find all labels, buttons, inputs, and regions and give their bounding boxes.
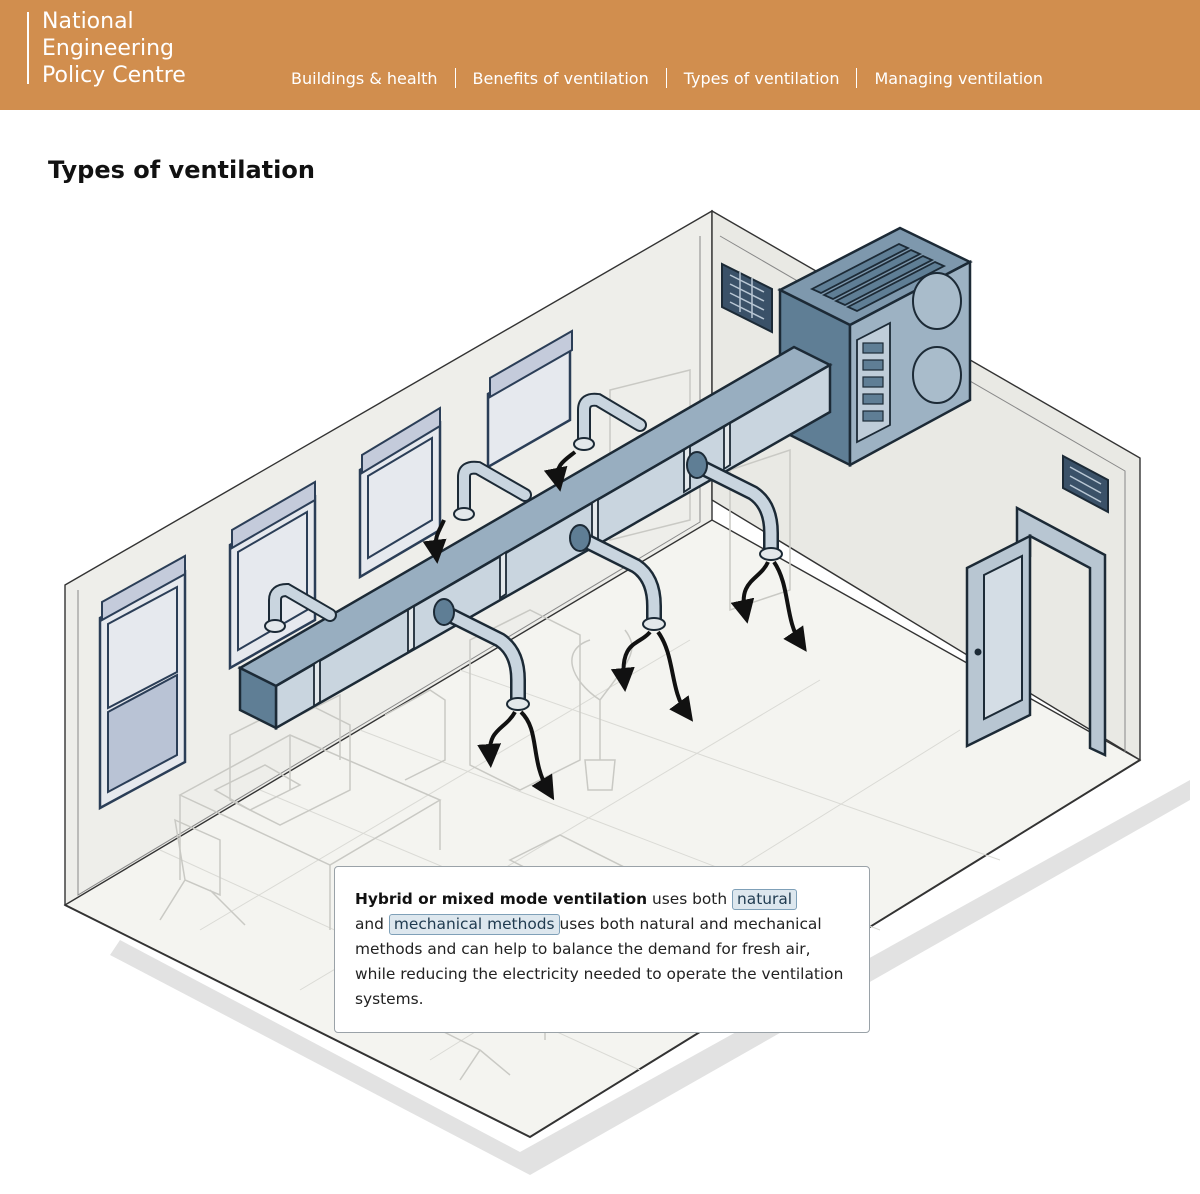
main-nav [291, 66, 1043, 90]
info-text-3: uses both natural and mechanical methods and can help to balance the demand for fresh air, while reducing the electricity needed to operate the ventilation systems. [355, 915, 844, 1008]
site-logo[interactable] [42, 8, 186, 89]
logo-line-1: National [42, 9, 134, 34]
info-text-2: and [355, 915, 384, 933]
nav-divider [666, 68, 667, 88]
natural-chip[interactable]: natural [732, 889, 797, 910]
logo-line-2: Engineering [42, 36, 174, 61]
info-lead: Hybrid or mixed mode ventilation [355, 890, 648, 908]
logo-divider [27, 12, 29, 84]
site-header [0, 0, 1200, 110]
nav-benefits-ventilation[interactable]: Benefits of ventilation [472, 68, 649, 88]
info-panel [334, 866, 870, 1033]
info-text-1: uses both [651, 890, 728, 908]
mechanical-methods-chip[interactable]: mechanical methods [389, 914, 560, 935]
page-title: Types of ventilation [48, 156, 315, 184]
nav-buildings-health[interactable]: Buildings & health [291, 68, 438, 88]
ventilation-illustration [0, 200, 1200, 1194]
logo-line-3: Policy Centre [42, 63, 186, 88]
nav-divider [455, 68, 456, 88]
nav-types-ventilation[interactable]: Types of ventilation [683, 68, 840, 88]
nav-managing-ventilation[interactable]: Managing ventilation [874, 68, 1044, 88]
nav-divider [856, 68, 857, 88]
